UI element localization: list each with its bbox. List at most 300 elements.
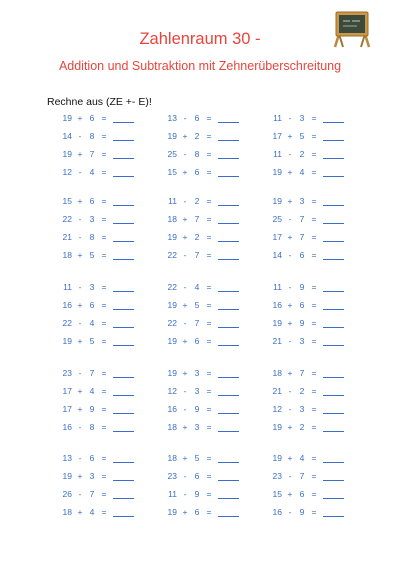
equals-sign: = [101,507,107,517]
second-operand: 2 [299,386,305,396]
math-problem [58,195,134,207]
math-problem [58,452,134,464]
math-problem [163,281,239,293]
math-problem [58,385,134,397]
math-problem [268,385,344,397]
answer-blank[interactable] [113,132,134,141]
operator-sign: - [288,250,292,260]
first-operand: 19 [167,300,177,310]
equals-sign: = [311,318,317,328]
operator-sign: + [287,196,293,206]
operator-sign: + [77,149,83,159]
operator-sign: + [182,167,188,177]
answer-blank[interactable] [113,369,134,378]
math-problem [268,112,344,124]
equals-sign: = [101,282,107,292]
first-operand: 19 [272,196,282,206]
answer-blank[interactable] [218,454,239,463]
second-operand: 3 [299,404,305,414]
second-operand: 2 [194,196,200,206]
second-operand: 6 [299,300,305,310]
operator-sign: + [182,453,188,463]
equals-sign: = [311,113,317,123]
math-problem [163,148,239,160]
second-operand: 3 [299,196,305,206]
math-problem [268,488,344,500]
first-operand: 21 [62,232,72,242]
second-operand: 5 [89,250,95,260]
math-problem [58,299,134,311]
answer-blank[interactable] [218,132,239,141]
equals-sign: = [206,386,212,396]
equals-sign: = [206,422,212,432]
operator-sign: + [77,507,83,517]
equals-sign: = [206,196,212,206]
math-problem [58,112,134,124]
first-operand: 11 [63,282,72,292]
equals-sign: = [311,167,317,177]
operator-sign: - [288,282,292,292]
answer-blank[interactable] [218,319,239,328]
operator-sign: - [183,250,187,260]
answer-blank[interactable] [323,215,344,224]
math-problem [58,421,134,433]
answer-blank[interactable] [113,114,134,123]
second-operand: 3 [194,422,200,432]
first-operand: 19 [62,336,72,346]
second-operand: 7 [89,368,95,378]
first-operand: 13 [167,113,177,123]
math-problem [268,367,344,379]
operator-sign: + [182,336,188,346]
math-problem [58,249,134,261]
operator-sign: - [183,386,187,396]
operator-sign: + [182,131,188,141]
page-subtitle: Addition und Subtraktion mit Zehnerüberschreitung [58,59,342,73]
second-operand: 5 [89,336,95,346]
answer-blank[interactable] [323,301,344,310]
equals-sign: = [206,336,212,346]
equals-sign: = [206,131,212,141]
answer-blank[interactable] [113,423,134,432]
second-operand: 5 [194,453,200,463]
operator-sign: + [77,250,83,260]
answer-blank[interactable] [113,387,134,396]
operator-sign: - [78,232,82,242]
second-operand: 7 [299,368,305,378]
answer-blank[interactable] [113,197,134,206]
math-problem [163,385,239,397]
answer-blank[interactable] [218,233,239,242]
second-operand: 4 [89,386,95,396]
first-operand: 22 [62,318,72,328]
first-operand: 12 [62,167,72,177]
answer-blank[interactable] [323,405,344,414]
operator-sign: - [78,422,82,432]
math-problem [163,112,239,124]
answer-blank[interactable] [218,369,239,378]
answer-blank[interactable] [218,215,239,224]
second-operand: 7 [194,250,200,260]
math-problem [58,367,134,379]
second-operand: 4 [299,167,305,177]
math-problem [163,488,239,500]
instruction-text: Rechne aus (ZE +- E)! [47,96,152,108]
answer-blank[interactable] [323,454,344,463]
answer-blank[interactable] [113,508,134,517]
math-problem [163,335,239,347]
equals-sign: = [101,167,107,177]
answer-blank[interactable] [323,132,344,141]
first-operand: 19 [272,453,282,463]
first-operand: 11 [273,149,282,159]
second-operand: 4 [194,282,200,292]
answer-blank[interactable] [323,150,344,159]
answer-blank[interactable] [113,454,134,463]
math-problem [163,452,239,464]
operator-sign: - [78,282,82,292]
math-problem [268,452,344,464]
answer-blank[interactable] [323,490,344,499]
answer-blank[interactable] [218,197,239,206]
first-operand: 17 [62,404,72,414]
equals-sign: = [206,167,212,177]
math-problem [268,166,344,178]
operator-sign: + [287,300,293,310]
second-operand: 2 [194,232,200,242]
operator-sign: - [183,113,187,123]
first-operand: 14 [272,250,282,260]
first-operand: 17 [272,131,282,141]
equals-sign: = [206,489,212,499]
math-problem [163,299,239,311]
math-problem [163,213,239,225]
math-problem [268,403,344,415]
answer-blank[interactable] [113,319,134,328]
operator-sign: - [78,131,82,141]
first-operand: 12 [272,404,282,414]
first-operand: 11 [168,489,177,499]
first-operand: 18 [167,453,177,463]
first-operand: 19 [167,507,177,517]
math-problem [58,231,134,243]
equals-sign: = [206,507,212,517]
answer-blank[interactable] [218,168,239,177]
equals-sign: = [101,489,107,499]
answer-blank[interactable] [113,215,134,224]
second-operand: 7 [194,214,200,224]
answer-blank[interactable] [323,251,344,260]
first-operand: 25 [272,214,282,224]
math-problem [268,213,344,225]
math-problem [163,195,239,207]
operator-sign: + [287,131,293,141]
answer-blank[interactable] [113,168,134,177]
math-problem [163,367,239,379]
math-problem [268,299,344,311]
first-operand: 13 [62,453,72,463]
first-operand: 18 [167,422,177,432]
equals-sign: = [311,149,317,159]
answer-blank[interactable] [323,197,344,206]
second-operand: 3 [299,336,305,346]
equals-sign: = [311,131,317,141]
operator-sign: + [77,113,83,123]
answer-blank[interactable] [218,387,239,396]
first-operand: 19 [167,336,177,346]
equals-sign: = [311,282,317,292]
first-operand: 22 [167,250,177,260]
second-operand: 6 [299,489,305,499]
equals-sign: = [311,336,317,346]
answer-blank[interactable] [113,490,134,499]
equals-sign: = [101,149,107,159]
math-problem [268,130,344,142]
equals-sign: = [101,113,107,123]
equals-sign: = [311,368,317,378]
equals-sign: = [311,196,317,206]
answer-blank[interactable] [323,423,344,432]
answer-blank[interactable] [218,472,239,481]
first-operand: 18 [62,250,72,260]
answer-blank[interactable] [218,150,239,159]
operator-sign: - [288,336,292,346]
math-problem [268,281,344,293]
answer-blank[interactable] [218,405,239,414]
second-operand: 9 [194,404,200,414]
equals-sign: = [101,250,107,260]
first-operand: 21 [272,386,282,396]
second-operand: 4 [89,167,95,177]
math-problem [163,403,239,415]
answer-blank[interactable] [323,114,344,123]
equals-sign: = [206,232,212,242]
answer-blank[interactable] [113,233,134,242]
equals-sign: = [311,507,317,517]
equals-sign: = [311,404,317,414]
second-operand: 3 [299,113,305,123]
equals-sign: = [206,300,212,310]
equals-sign: = [206,113,212,123]
math-problem [163,249,239,261]
second-operand: 3 [89,214,95,224]
second-operand: 6 [89,113,95,123]
math-problem [58,470,134,482]
second-operand: 3 [194,386,200,396]
equals-sign: = [101,196,107,206]
answer-blank[interactable] [323,387,344,396]
answer-blank[interactable] [113,251,134,260]
equals-sign: = [206,404,212,414]
answer-blank[interactable] [218,114,239,123]
operator-sign: - [183,196,187,206]
operator-sign: + [287,232,293,242]
math-problem [163,231,239,243]
operator-sign: - [78,214,82,224]
answer-blank[interactable] [218,251,239,260]
first-operand: 15 [62,196,72,206]
equals-sign: = [311,214,317,224]
math-problem [58,130,134,142]
equals-sign: = [311,422,317,432]
second-operand: 9 [299,507,305,517]
first-operand: 18 [167,214,177,224]
math-problem [58,213,134,225]
second-operand: 7 [89,489,95,499]
answer-blank[interactable] [113,337,134,346]
math-problem [163,130,239,142]
operator-sign: - [183,149,187,159]
second-operand: 8 [194,149,200,159]
second-operand: 5 [299,131,305,141]
answer-blank[interactable] [113,283,134,292]
first-operand: 16 [272,300,282,310]
second-operand: 2 [299,422,305,432]
operator-sign: + [287,453,293,463]
first-operand: 18 [62,507,72,517]
answer-blank[interactable] [323,319,344,328]
answer-blank[interactable] [113,150,134,159]
first-operand: 23 [272,471,282,481]
first-operand: 19 [272,167,282,177]
first-operand: 16 [62,422,72,432]
first-operand: 15 [272,489,282,499]
second-operand: 8 [89,131,95,141]
equals-sign: = [101,386,107,396]
second-operand: 4 [299,453,305,463]
answer-blank[interactable] [218,490,239,499]
equals-sign: = [101,318,107,328]
answer-blank[interactable] [113,472,134,481]
math-problem [58,403,134,415]
math-problem [268,148,344,160]
second-operand: 6 [194,471,200,481]
first-operand: 11 [168,196,177,206]
operator-sign: - [288,386,292,396]
operator-sign: + [287,167,293,177]
operator-sign: - [288,113,292,123]
first-operand: 19 [167,232,177,242]
answer-blank[interactable] [323,233,344,242]
operator-sign: + [182,422,188,432]
answer-blank[interactable] [218,283,239,292]
answer-blank[interactable] [113,405,134,414]
first-operand: 23 [167,471,177,481]
math-problem [163,166,239,178]
answer-blank[interactable] [323,337,344,346]
equals-sign: = [311,489,317,499]
operator-sign: - [78,167,82,177]
math-problem [58,317,134,329]
operator-sign: + [77,471,83,481]
equals-sign: = [311,300,317,310]
operator-sign: + [287,422,293,432]
first-operand: 16 [272,507,282,517]
answer-blank[interactable] [323,508,344,517]
second-operand: 7 [194,318,200,328]
equals-sign: = [311,453,317,463]
first-operand: 11 [273,113,282,123]
first-operand: 16 [167,404,177,414]
answer-blank[interactable] [323,283,344,292]
first-operand: 21 [272,336,282,346]
equals-sign: = [311,471,317,481]
operator-sign: - [288,471,292,481]
math-problem [268,421,344,433]
math-problem [268,506,344,518]
answer-blank[interactable] [323,168,344,177]
first-operand: 22 [62,214,72,224]
equals-sign: = [101,214,107,224]
equals-sign: = [101,300,107,310]
math-problem [163,421,239,433]
second-operand: 6 [89,453,95,463]
first-operand: 12 [167,386,177,396]
second-operand: 6 [194,507,200,517]
operator-sign: - [288,507,292,517]
operator-sign: - [183,282,187,292]
first-operand: 26 [62,489,72,499]
operator-sign: + [182,507,188,517]
operator-sign: - [78,368,82,378]
equals-sign: = [206,318,212,328]
math-problem [58,281,134,293]
equals-sign: = [206,282,212,292]
math-problem [163,470,239,482]
math-problem [268,335,344,347]
answer-blank[interactable] [218,301,239,310]
operator-sign: - [288,404,292,414]
math-problem [58,488,134,500]
second-operand: 8 [89,422,95,432]
second-operand: 6 [89,196,95,206]
first-operand: 17 [62,386,72,396]
answer-blank[interactable] [323,472,344,481]
equals-sign: = [311,232,317,242]
math-problem [268,249,344,261]
math-problem [58,335,134,347]
second-operand: 2 [194,131,200,141]
answer-blank[interactable] [218,337,239,346]
answer-blank[interactable] [113,301,134,310]
equals-sign: = [206,149,212,159]
answer-blank[interactable] [323,369,344,378]
first-operand: 19 [167,368,177,378]
answer-blank[interactable] [218,423,239,432]
operator-sign: + [77,386,83,396]
math-problem [268,195,344,207]
first-operand: 22 [167,318,177,328]
first-operand: 14 [62,131,72,141]
answer-blank[interactable] [218,508,239,517]
second-operand: 7 [299,214,305,224]
second-operand: 9 [299,318,305,328]
math-problem [268,231,344,243]
second-operand: 3 [89,282,95,292]
second-operand: 6 [299,250,305,260]
second-operand: 2 [299,149,305,159]
equals-sign: = [206,471,212,481]
first-operand: 23 [62,368,72,378]
first-operand: 17 [272,232,282,242]
second-operand: 4 [89,318,95,328]
second-operand: 5 [194,300,200,310]
math-problem [58,166,134,178]
second-operand: 9 [299,282,305,292]
equals-sign: = [101,471,107,481]
operator-sign: + [182,300,188,310]
equals-sign: = [101,336,107,346]
